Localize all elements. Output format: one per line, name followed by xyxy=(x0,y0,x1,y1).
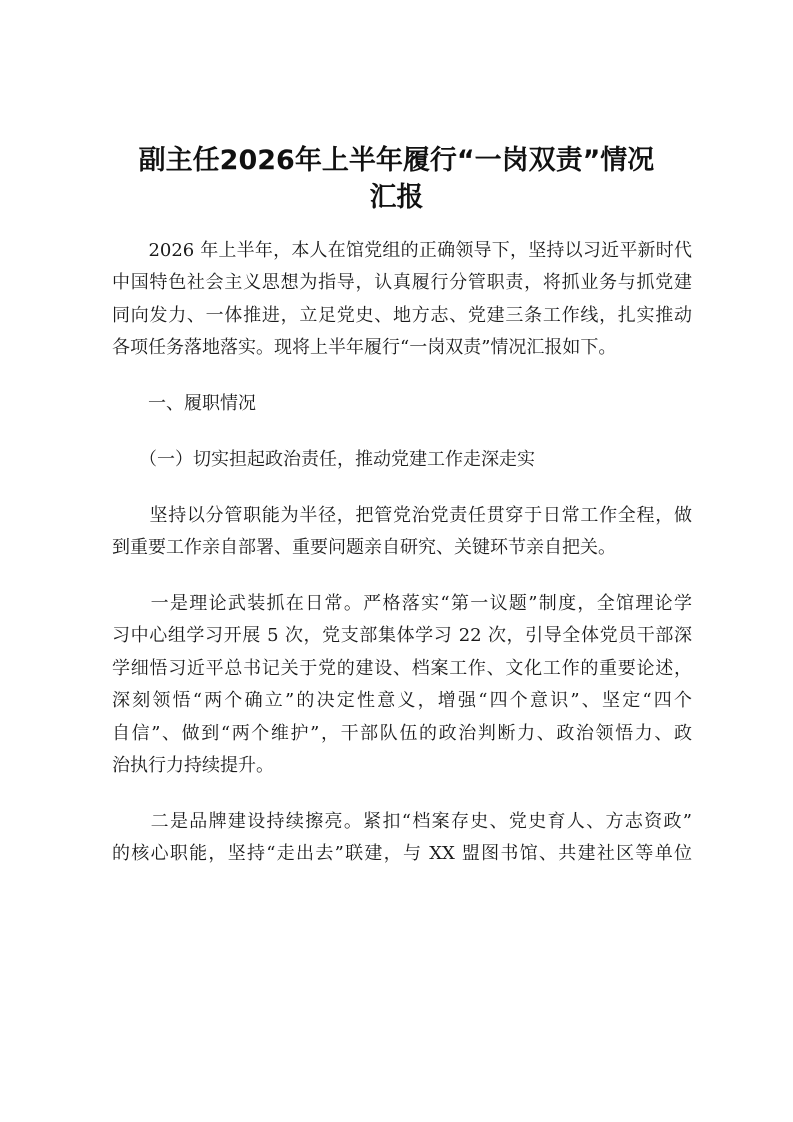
paragraph-line: 的核心职能，坚持“走出去”联建，与 XX 盟图书馆、共建社区等单位 xyxy=(112,843,692,864)
paragraph-line: 坚持以分管职能为半径，把管党治党责任贯穿于日常工作全程，做 xyxy=(112,505,692,526)
paragraph-line: 一是理论武装抓在日常。严格落实“第一议题”制度，全馆理论学 xyxy=(112,593,692,614)
paragraph-line: 各项任务落地落实。现将上半年履行“一岗双责”情况汇报如下。 xyxy=(112,337,617,358)
paragraph-line: 到重要工作亲自部署、重要问题亲自研究、关键环节亲自把关。 xyxy=(112,537,616,558)
paragraph-line: 二是品牌建设持续擦亮。紧扣“档案存史、党史育人、方志资政” xyxy=(112,811,692,832)
paragraph-line: 学细悟习近平总书记关于党的建设、档案工作、文化工作的重要论述， xyxy=(112,658,692,679)
paragraph-line: 习中心组学习开展 5 次，党支部集体学习 22 次，引导全体党员干部深 xyxy=(112,625,692,646)
document-title-line-2: 汇报 xyxy=(369,182,424,213)
paragraph-line: 2026 年上半年，本人在馆党组的正确领导下，坚持以习近平新时代 xyxy=(112,240,692,261)
paragraph-line: 同向发力、一体推进，立足党史、地方志、党建三条工作线，扎实推动 xyxy=(112,305,692,326)
paragraph-line: 自信”、做到“两个维护”，干部队伍的政治判断力、政治领悟力、政 xyxy=(112,723,692,744)
section-heading: 一、履职情况 xyxy=(112,393,256,414)
document-title-line-1: 副主任2026年上半年履行“一岗双责”情况 xyxy=(138,145,655,176)
paragraph-line: 治执行力持续提升。 xyxy=(112,755,274,776)
paragraph-line: 深刻领悟“两个确立”的决定性意义，增强“四个意识”、坚定“四个 xyxy=(112,690,692,711)
subsection-heading: （一）切实担起政治责任，推动党建工作走深走实 xyxy=(112,449,535,470)
paragraph-line: 中国特色社会主义思想为指导，认真履行分管职责，将抓业务与抓党建 xyxy=(112,272,692,293)
